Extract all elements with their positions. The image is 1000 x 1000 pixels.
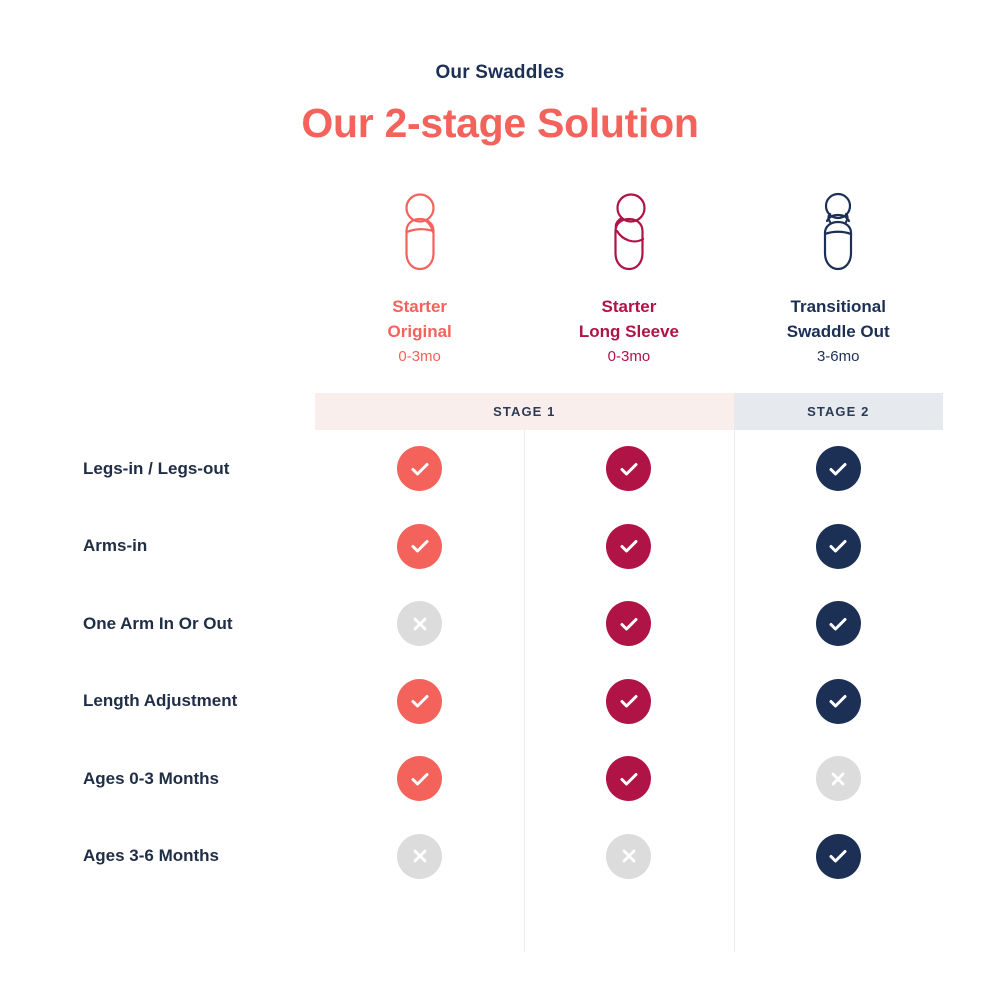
column-title-line2: Long Sleeve xyxy=(578,321,680,341)
column-title xyxy=(787,295,890,344)
cross-icon xyxy=(397,834,442,879)
column-title-line1: Transitional xyxy=(790,297,886,316)
check-icon xyxy=(606,524,651,569)
cross-icon xyxy=(397,601,442,646)
check-icon xyxy=(816,834,861,879)
stage-1-label: STAGE 1 xyxy=(493,404,556,419)
cell xyxy=(315,756,524,801)
cell xyxy=(524,524,733,569)
stage-2-label: STAGE 2 xyxy=(807,404,870,419)
swaddle-baby-arms-out-icon xyxy=(807,188,869,280)
stage-2-header xyxy=(734,393,943,430)
cell xyxy=(524,446,733,491)
cross-icon xyxy=(606,834,651,879)
check-icon xyxy=(816,446,861,491)
check-icon xyxy=(606,601,651,646)
check-icon xyxy=(397,679,442,724)
column-heading-starter-original xyxy=(315,188,524,365)
row-cells xyxy=(315,756,943,801)
check-icon xyxy=(606,756,651,801)
stage-header-bar xyxy=(315,393,943,430)
column-heading-starter-long-sleeve xyxy=(524,188,733,365)
swaddle-baby-long-sleeve-icon xyxy=(598,188,660,280)
column-headings xyxy=(315,188,943,365)
check-icon xyxy=(816,601,861,646)
cell xyxy=(315,446,524,491)
swaddle-baby-icon xyxy=(389,188,451,280)
column-heading-transitional-swaddle-out xyxy=(734,188,943,365)
stage-1-header xyxy=(315,393,734,430)
table-row xyxy=(60,585,944,663)
column-title-line2: Original xyxy=(387,321,452,341)
cell xyxy=(315,834,524,879)
feature-rows xyxy=(60,430,944,895)
table-row xyxy=(60,663,944,741)
cell xyxy=(315,601,524,646)
row-label: One Arm In Or Out xyxy=(83,613,233,633)
column-title xyxy=(579,295,679,344)
check-icon xyxy=(606,679,651,724)
cell xyxy=(315,679,524,724)
column-title-line2: Swaddle Out xyxy=(786,321,890,341)
check-icon xyxy=(397,524,442,569)
cell xyxy=(524,601,733,646)
row-cells xyxy=(315,834,943,879)
cell xyxy=(734,834,943,879)
row-label: Legs-in / Legs-out xyxy=(83,458,230,478)
cell xyxy=(524,834,733,879)
table-row xyxy=(60,430,944,508)
table-row xyxy=(60,818,944,896)
row-label: Ages 3-6 Months xyxy=(83,846,220,866)
cell xyxy=(734,524,943,569)
cell xyxy=(524,679,733,724)
row-cells xyxy=(315,679,943,724)
row-label: Length Adjustment xyxy=(83,691,238,711)
cell xyxy=(734,679,943,724)
check-icon xyxy=(397,756,442,801)
row-label: Ages 0-3 Months xyxy=(83,768,220,788)
column-age: 0-3mo xyxy=(607,348,651,366)
page-title: Our 2-stage Solution xyxy=(301,100,699,146)
column-age: 0-3mo xyxy=(398,348,441,366)
row-label: Arms-in xyxy=(83,536,148,556)
column-title-line1: Starter xyxy=(601,297,657,316)
table-row xyxy=(60,508,944,586)
check-icon xyxy=(397,446,442,491)
cell xyxy=(524,756,733,801)
check-icon xyxy=(816,679,861,724)
eyebrow-text: Our Swaddles xyxy=(435,62,565,83)
column-title-line1: Starter xyxy=(392,297,448,316)
cell xyxy=(734,601,943,646)
table-row xyxy=(60,740,944,818)
cross-icon xyxy=(816,756,861,801)
column-title xyxy=(388,295,452,344)
check-icon xyxy=(606,446,651,491)
cell xyxy=(315,524,524,569)
column-age: 3-6mo xyxy=(816,348,860,366)
check-icon xyxy=(816,524,861,569)
row-cells xyxy=(315,601,943,646)
cell xyxy=(734,446,943,491)
cell xyxy=(734,756,943,801)
row-cells xyxy=(315,524,943,569)
row-cells xyxy=(315,446,943,491)
